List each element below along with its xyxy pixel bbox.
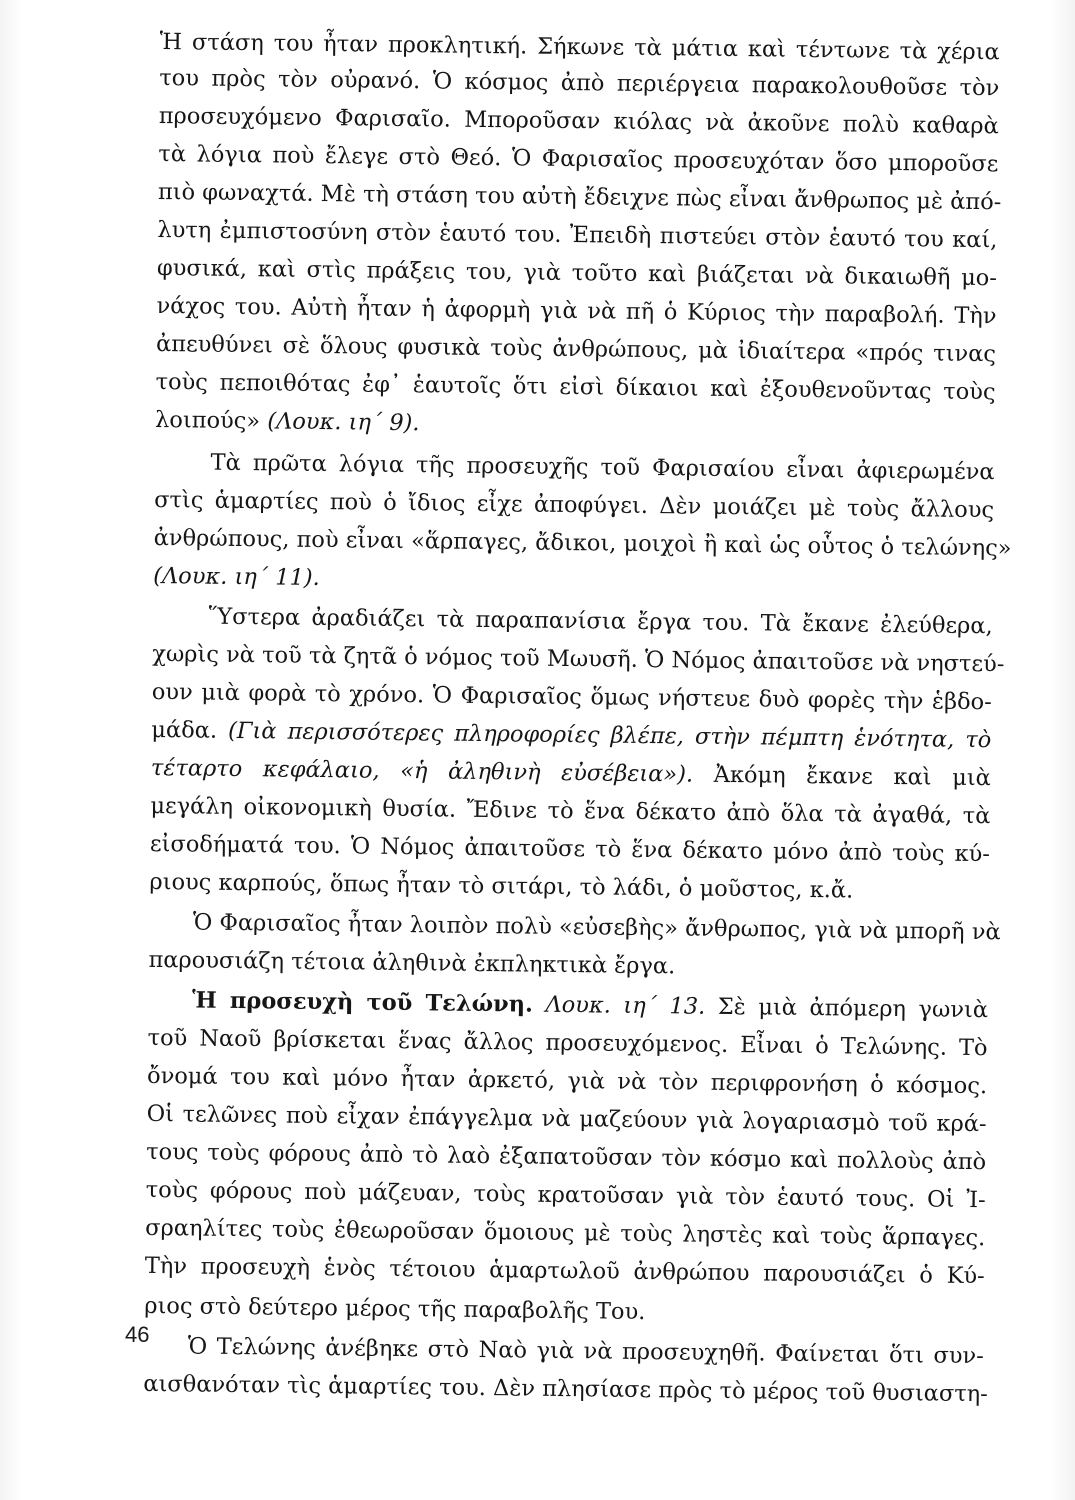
text-segment: τοὺς φόρους ποὺ μάζευαν, τοὺς κρατοῦσαν γιὰ τὸν ἑαυτό τους. Οἱ Ἰ- <box>145 1176 986 1214</box>
text-segment: Ὕστερα ἀραδιάζει τὰ παραπανίσια ἔργα του. Τὰ ἔκανε ἐλεύθερα, <box>208 603 993 640</box>
text-segment: Σὲ μιὰ ἀπόμερη γωνιὰ <box>705 993 989 1024</box>
text-segment: εἰσοδήματά του. Ὁ Νόμος ἀπαιτοῦσε τὸ ἕνα δέκατο μόνο ἀπὸ τοὺς κύ- <box>149 830 991 868</box>
text-segment: Ὁ Φαρισαῖος ἦταν λοιπὸν πολὺ «εὐσεβὴς» ἄνθρωπος, γιὰ νὰ μπορῆ νὰ <box>192 909 1001 946</box>
citation-text: τέταρτο κεφάλαιο, «ἡ ἀληθινὴ εὐσέβεια»). <box>150 754 694 788</box>
text-segment: αισθανόταν τὶς ἁμαρτίες του. Δὲν πλησίασε πρὸς τὸ μέρος τοῦ θυσιαστη- <box>143 1370 988 1408</box>
text-segment: τους τοὺς φόρους ἀπὸ τὸ λαὸ ἐξαπατοῦσαν τὸν κόσμο καὶ πολλοὺς ἀπὸ <box>146 1138 987 1176</box>
text-segment: ἀνθρώπους, ποὺ εἶναι «ἅρπαγες, ἄδικοι, μοιχοὶ ἢ καὶ ὡς οὗτος ὁ τελώνης» <box>153 524 1012 562</box>
text-segment: τὰ λόγια ποὺ ἔλεγε στὸ Θεό. Ὁ Φαρισαῖος προσευχόταν ὅσο μποροῦσε <box>158 140 999 178</box>
citation-text: (Γιὰ περισσότερες πληροφορίες βλέπε, στὴν πέμπτη ἑνότητα, τὸ <box>227 717 992 754</box>
text-segment: λυτη ἐμπιστοσύνη στὸν ἑαυτό του. Ἐπειδὴ πιστεύει στὸν ἑαυτό του καί, <box>157 216 998 254</box>
text-segment: ουν μιὰ φορὰ τὸ χρόνο. Ὁ Φαρισαῖος ὅμως νήστευε δυὸ φορὲς τὴν ἑβδο- <box>151 678 992 716</box>
body-text <box>143 22 1040 1408</box>
text-segment: σραηλίτες τοὺς ἐθεωροῦσαν ὅμοιους μὲ τοὺς ληστὲς καὶ τοὺς ἅρπαγες. <box>145 1214 986 1252</box>
text-segment: φυσικά, καὶ στὶς πράξεις του, γιὰ τοῦτο καὶ βιάζεται νὰ δικαιωθῆ μο- <box>156 254 998 292</box>
text-segment: στὶς ἁμαρτίες ποὺ ὁ ἴδιος εἶχε ἀποφύγει. Δὲν μοιάζει μὲ τοὺς ἄλλους <box>154 486 995 524</box>
text-segment: ριος στὸ δεύτερο μέρος τῆς παραβολῆς Του. <box>144 1292 646 1326</box>
text-segment: Ὁ Τελώνης ἀνέβηκε στὸ Ναὸ γιὰ νὰ προσευχηθῆ. Φαίνεται ὅτι συν- <box>187 1333 984 1370</box>
text-segment: νάχος του. Αὐτὴ ἦταν ἡ ἀφορμὴ γιὰ νὰ πῆ ὁ Κύριος τὴν παραβολή. Τὴν <box>156 292 997 330</box>
citation-text: Λουκ. ιη΄ 13. <box>532 991 706 1020</box>
text-segment: Οἱ τελῶνες ποὺ εἶχαν ἐπάγγελμα νὰ μαζεύουν γιὰ λογαριασμὸ τοῦ κρά- <box>146 1100 987 1138</box>
text-segment: Ἀκόμη ἔκανε καὶ μιὰ <box>692 761 991 792</box>
text-segment: μάδα. <box>151 716 229 744</box>
text-segment: του πρὸς τὸν οὐρανό. Ὁ κόσμος ἀπὸ περιέργεια παρακολουθοῦσε τὸν <box>159 64 1000 102</box>
text-segment: χωρὶς νὰ τοῦ τὰ ζητᾶ ὁ νόμος τοῦ Μωυσῆ. Ὁ Νόμος ἀπαιτοῦσε νὰ νηστεύ- <box>152 640 1005 678</box>
text-segment: ἀπευθύνει σὲ ὅλους φυσικὰ τοὺς ἀνθρώπους, μὰ ἰδιαίτερα «πρός τινας <box>155 330 997 368</box>
text-segment: τοὺς πεποιθότας ἐφ᾿ ἑαυτοῖς ὅτι εἰσὶ δίκαιοι καὶ ἐξουθενοῦντας τοὺς <box>155 368 996 406</box>
section-heading: Ἡ προσευχὴ τοῦ Τελώνη. <box>191 987 534 1018</box>
text-segment: παρουσιάζη τέτοια ἀληθινὰ ἐκπληκτικὰ ἔργα. <box>148 946 676 980</box>
text-segment: προσευχόμενο Φαρισαῖο. Μποροῦσαν κιόλας νὰ ἀκοῦνε πολὺ καθαρὰ <box>158 102 999 140</box>
text-segment: ὄνομά του καὶ μόνο ἦταν ἀρκετό, γιὰ νὰ τὸν περιφρονήση ὁ κόσμος. <box>146 1062 988 1100</box>
text-segment: Ἡ στάση του ἦταν προκλητική. Σήκωνε τὰ μάτια καὶ τέντωνε τὰ χέρια <box>159 28 1000 66</box>
text-segment: πιὸ φωναχτά. Μὲ τὴ στάση του αὐτὴ ἔδειχνε πὼς εἶναι ἄνθρωπος μὲ ἀπό- <box>157 178 1002 216</box>
citation-text: (Λουκ. ιη΄ 11). <box>153 562 320 591</box>
text-segment: Τὴν προσευχὴ ἑνὸς τέτοιου ἁμαρτωλοῦ ἀνθρώπου παρουσιάζει ὁ Κύ- <box>144 1252 985 1290</box>
text-segment: ριους καρπούς, ὅπως ἦταν τὸ σιτάρι, τὸ λάδι, ὁ μοῦστος, κ.ἄ. <box>149 868 854 904</box>
text-segment: μεγάλη οἰκονομικὴ θυσία. Ἔδινε τὸ ἕνα δέκατο ἀπὸ ὅλα τὰ ἀγαθά, τὰ <box>150 792 991 830</box>
page-number: 46 <box>125 1322 150 1347</box>
text-segment: τοῦ Ναοῦ βρίσκεται ἕνας ἄλλος προσευχόμενος. Εἶναι ὁ Τελώνης. Τὸ <box>147 1024 988 1062</box>
text-segment: Τὰ πρῶτα λόγια τῆς προσευχῆς τοῦ Φαρισαίου εἶναι ἀφιερωμένα <box>210 449 995 486</box>
citation-text: (Λουκ. ιη΄ 9). <box>267 408 420 437</box>
text-segment: λοιπούς» <box>154 406 268 435</box>
